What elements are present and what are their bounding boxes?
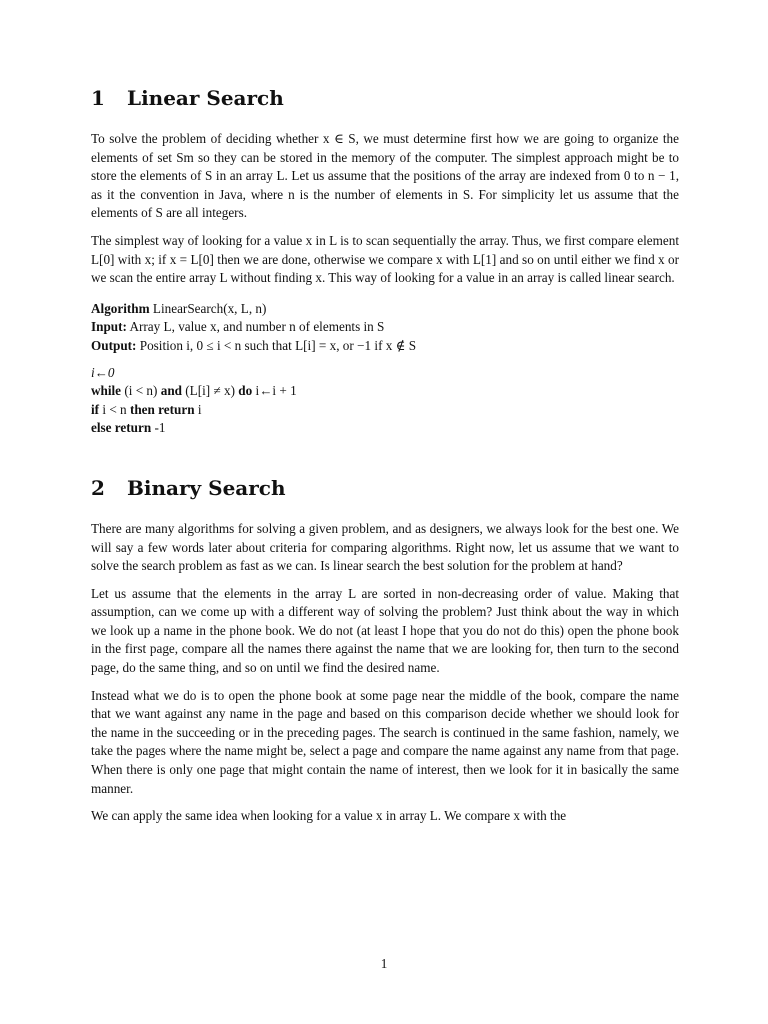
paragraph: To solve the problem of deciding whether x ∈ S, we must determine first how we are going to organize the elements of set Sm so they can be stored in the memory of the computer. The simplest approach might be to store the elements of S in an array L. Let us assume that the positions of the array are indexed from 0 to n − 1, as it the convention in Java, where n is the number of elements in S. For simplicity let us assume that the elements of S are all integers. — [91, 131, 679, 221]
algorithm-header — [91, 300, 679, 319]
section-number: 2 — [91, 475, 105, 500]
code-line: else return -1 — [91, 420, 166, 436]
section-title: Linear Search — [127, 86, 284, 110]
input-keyword: Input: — [91, 319, 127, 335]
algorithm-signature: LinearSearch(x, L, n) — [152, 300, 267, 316]
document-page — [91, 84, 679, 835]
code-line: i←0 — [91, 364, 115, 380]
algorithm-block — [91, 300, 679, 364]
output-text: Position i, 0 ≤ i < n such that L[i] = x, or −1 if x ∉ S — [139, 337, 417, 353]
pseudocode — [91, 364, 679, 438]
page-number: 1 — [380, 956, 388, 971]
section-number: 1 — [91, 86, 105, 110]
algorithm-keyword: Algorithm — [91, 300, 150, 316]
output-keyword: Output: — [91, 337, 137, 353]
section-title: Binary Search — [127, 475, 286, 500]
paragraph: The simplest way of looking for a value x in L is to scan sequentially the array. Thus, we first compare element L[0] with x; if x = L[0] then we are done, otherwise we compare x with L[1] and so on until either we find x or we scan the entire array L without finding x. This way of looking for a value in an array is called linear search. — [91, 232, 679, 286]
paragraph: Let us assume that the elements in the array L are sorted in non-decreasing order of value. Making that assumption, can we come up with a different way of solving the problem? Just think about the way in which we look up a name in the phone book. We do not (at least I hope that you do not do this) open the phone book in the first page, compare all the names there against the name that we are looking for, then turn to the second page, do the same thing, and so on until we find the desired name. — [91, 585, 679, 676]
paragraph: We can apply the same idea when looking for a value x in array L. We compare x with the — [91, 808, 567, 824]
section-heading-linear-search — [91, 84, 679, 112]
paragraph: There are many algorithms for solving a given problem, and as designers, we always look for the best one. We will say a few words later about criteria for comparing algorithms. Right now, let us assume that we want to solve the search problem as fast as we can. Is linear search the best solution for the problem at hand? — [91, 520, 679, 574]
algorithm-output — [91, 337, 679, 356]
input-text: Array L, value x, and number n of elements in S — [129, 319, 385, 335]
section-heading-binary-search — [91, 474, 679, 502]
algorithm-input — [91, 318, 679, 337]
code-line: if i < n then return i — [91, 401, 202, 417]
paragraph: Instead what we do is to open the phone book at some page near the middle of the book, compare the name that we want against any name in the page and based on this comparison decide whether we should look for the name in the succeeding or in the preceding pages. The search is continued in the same fashion, namely, we take the pages where the name might be, select a page and compare the name against any name from that page. When there is only one page that might contain the name of interest, then we look for it in basically the same manner. — [91, 687, 679, 796]
code-line: while (i < n) and (L[i] ≠ x) do i←i + 1 — [91, 383, 297, 399]
